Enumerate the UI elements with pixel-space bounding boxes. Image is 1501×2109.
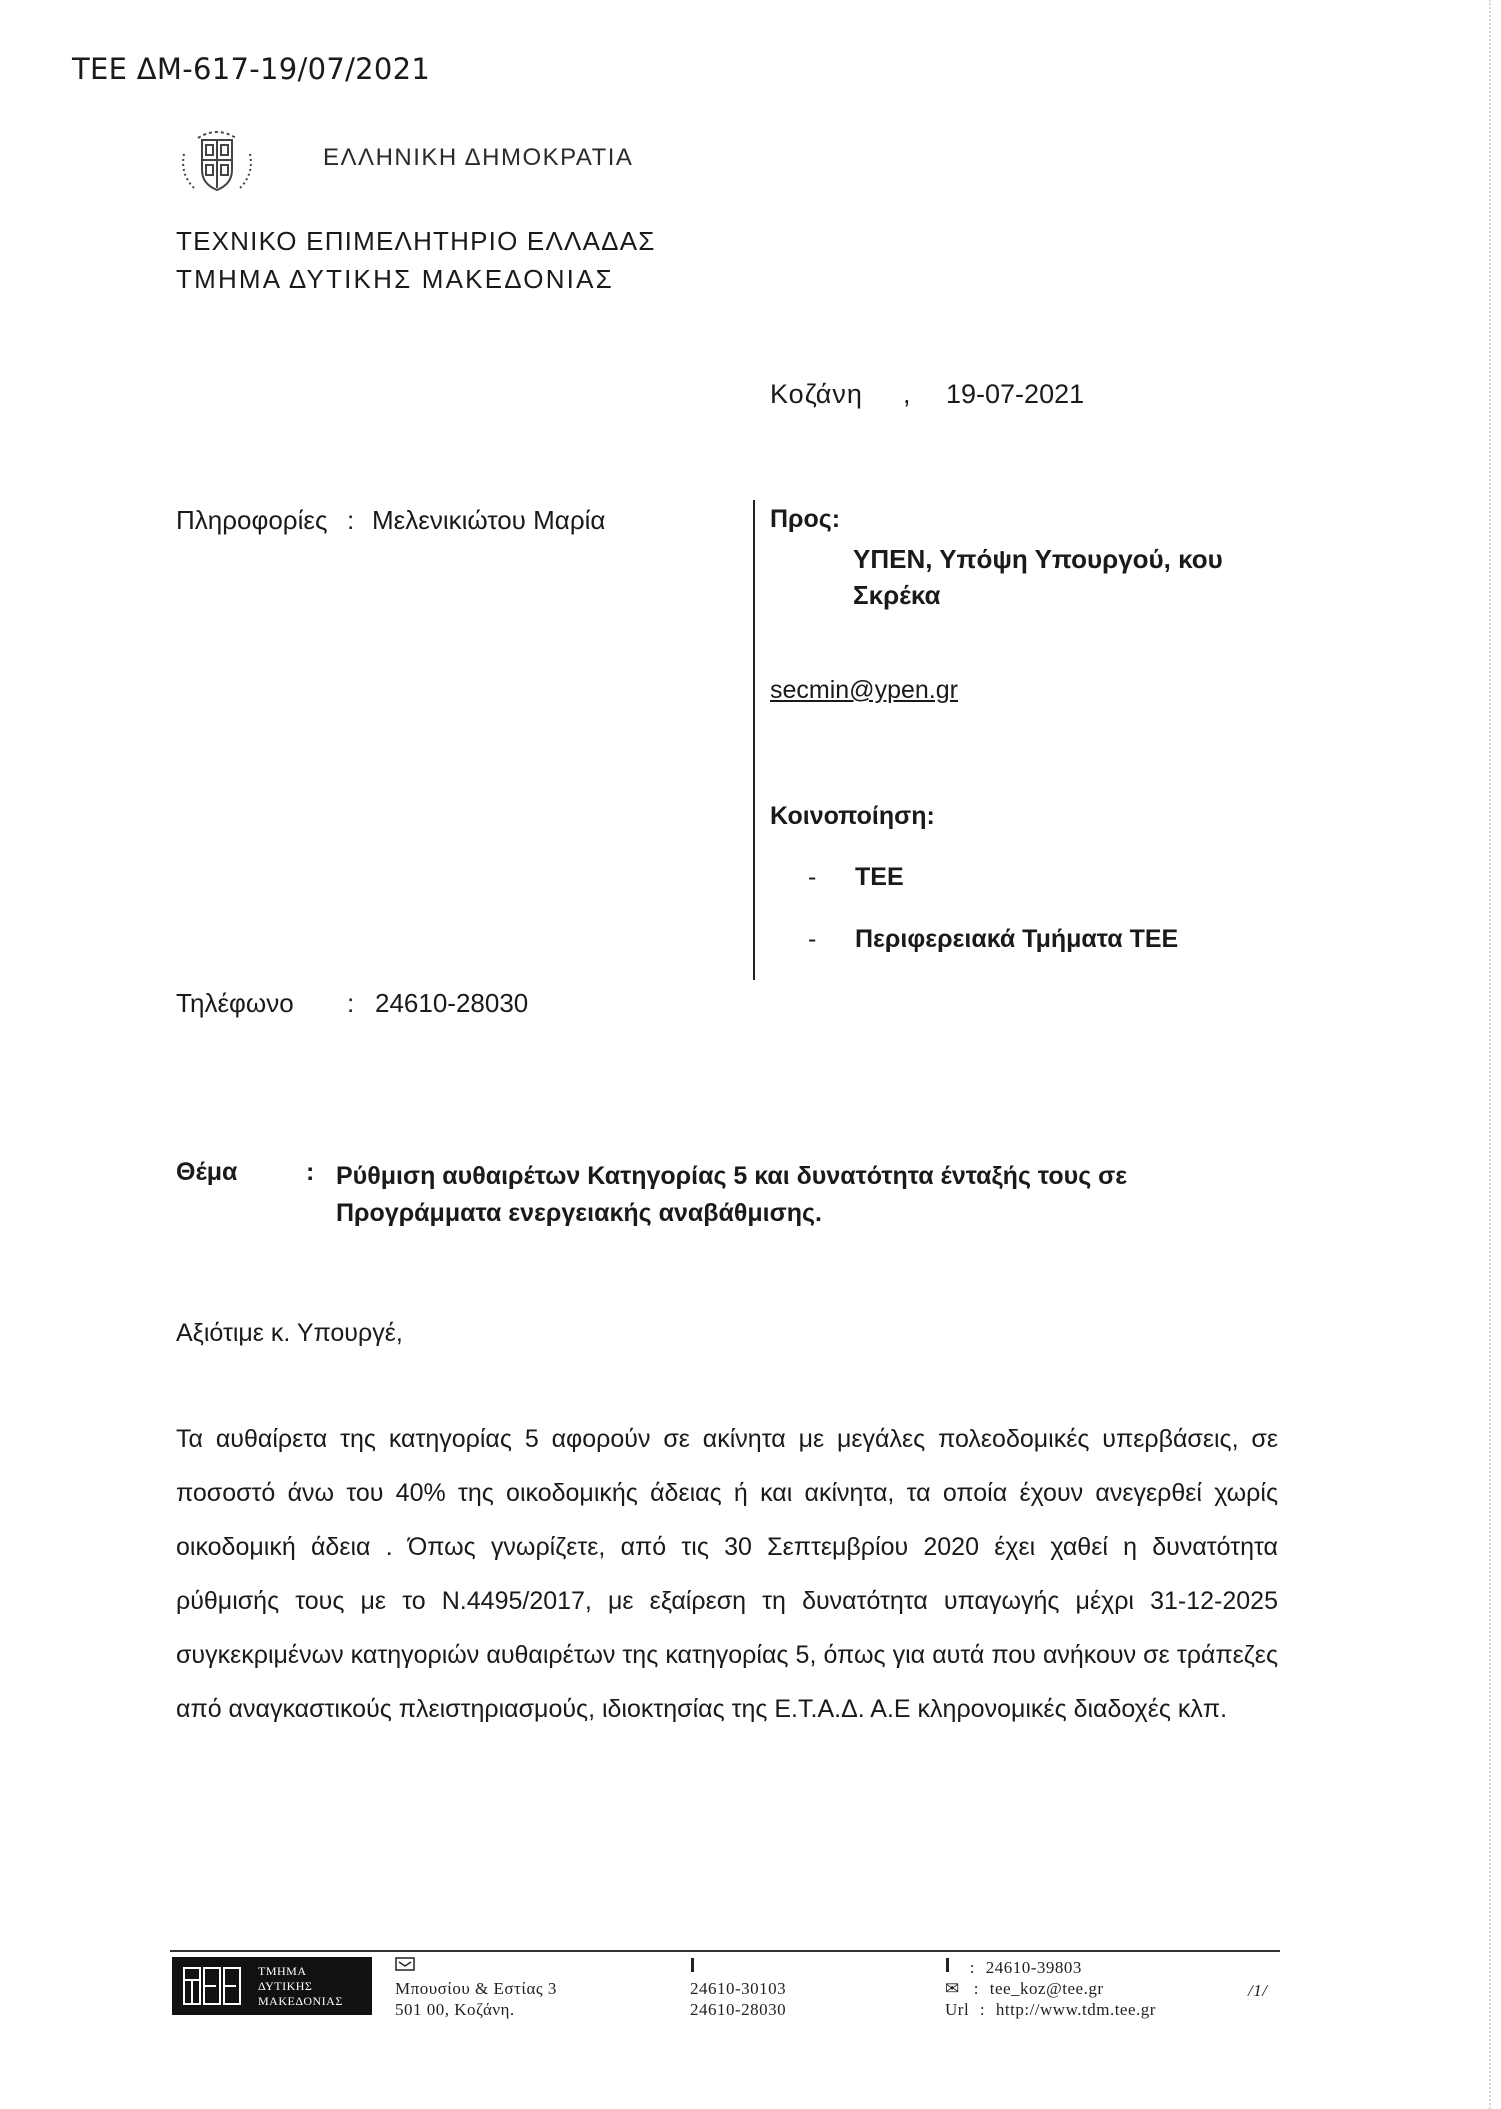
address-line: Μπουσίου & Εστίας 3 — [395, 1979, 557, 1998]
footer-email-link[interactable]: tee_koz@tee.gr — [989, 1979, 1104, 1998]
recipient-line-1: ΥΠΕΝ, Υπόψη Υπουργού, κου — [853, 544, 1223, 574]
subject-label: Θέμα — [176, 1158, 238, 1186]
column-divider — [753, 500, 755, 980]
footer-fax: 24610-39803 — [985, 1958, 1082, 1977]
footer-url-link[interactable]: http://www.tdm.tee.gr — [995, 2000, 1156, 2019]
recipient-line-2: Σκρέκα — [853, 580, 941, 610]
recipient-label: Προς: — [770, 505, 841, 533]
cc-bullet: - — [808, 925, 817, 953]
cc-item: Περιφερειακά Τμήματα ΤΕΕ — [855, 925, 1179, 953]
place-date-separator: , — [903, 379, 911, 409]
logo-line: ΤΜΗΜΑ — [258, 1964, 307, 1978]
document-reference: ΤΕΕ ΔΜ-617-19/07/2021 — [72, 52, 431, 86]
phone-icon — [690, 1957, 786, 1978]
info-colon: : — [347, 505, 355, 535]
letter-date: 19-07-2021 — [946, 379, 1085, 409]
fax-separator: : — [969, 1958, 975, 1977]
cc-item: ΤΕΕ — [855, 863, 904, 891]
cc-label: Κοινοποίηση: — [770, 802, 935, 830]
page-number: /1/ — [1248, 1981, 1268, 2000]
letter-place: Κοζάνη — [770, 379, 863, 409]
logo-line: ΜΑΚΕΔΟΝΙΑΣ — [258, 1994, 343, 2008]
footer-phone: 24610-28030 — [690, 2000, 787, 2019]
address-line: 501 00, Κοζάνη. — [395, 2000, 515, 2019]
recipient-email-link[interactable]: secmin@ypen.gr — [770, 676, 958, 704]
mailbox-icon — [395, 1957, 557, 1978]
scan-edge — [1489, 0, 1493, 2109]
tee-logo — [172, 1957, 372, 2015]
subject-colon: : — [306, 1158, 315, 1186]
url-separator: : — [979, 2000, 986, 2019]
fax-icon — [945, 1957, 959, 1978]
logo-text — [258, 1964, 343, 2009]
info-contact-name: Μελενικιώτου Μαρία — [372, 505, 606, 535]
footer-contact — [945, 1957, 1156, 2020]
phone-label: Τηλέφωνο — [176, 988, 294, 1018]
phone-colon: : — [347, 988, 355, 1018]
email-separator: : — [973, 1979, 979, 1998]
footer-rule — [170, 1950, 1280, 1952]
url-label: Url — [945, 2000, 970, 2019]
envelope-icon: ✉ — [945, 1979, 960, 1998]
organization-name: ΤΕΧΝΙΚΟ ΕΠΙΜΕΛΗΤΗΡΙΟ ΕΛΛΑΔΑΣ — [176, 226, 656, 256]
republic-heading: ΕΛΛΗΝΙΚΗ ΔΗΜΟΚΡΑΤΙΑ — [323, 144, 634, 171]
salutation: Αξιότιμε κ. Υπουργέ, — [176, 1319, 403, 1347]
greek-coat-of-arms-icon — [176, 124, 258, 196]
subject-text: Ρύθμιση αυθαιρέτων Κατηγορίας 5 και δυνατότητα ένταξής τους σε Προγράμματα ενεργειακής αναβάθμισης. — [336, 1162, 1128, 1227]
body-paragraph: Τα αυθαίρετα της κατηγορίας 5 αφορούν σε ακίνητα με μεγάλες πολεοδομικές υπερβάσεις, σε ποσοστό άνω του 40% της οικοδομικής άδειας ή και ακίνητα, τα οποία έχουν ανεγερθεί χωρίς οικοδομική άδεια . Όπως γνωρίζετε, από τις 30 Σεπτεμβρίου 2020 έχει χαθεί η δυνατότητα ρύθμισής τους με το Ν.4495/2017, με εξαίρεση τη δυνατότητα υπαγωγής μέχρι 31-12-2025 συγκεκριμένων κατηγοριών αυθαιρέτων της κατηγορίας 5, όπως για αυτά που ανήκουν σε τράπεζες από αναγκαστικούς πλειστηριασμούς, ιδιοκτησίας της Ε.Τ.Α.Δ. Α.Ε κληρονομικές διαδοχές κλπ. — [176, 1425, 1278, 1723]
tee-logo-icon — [182, 1964, 244, 2008]
logo-line: ΔΥΤΙΚΗΣ — [258, 1979, 313, 1993]
footer-address — [395, 1957, 557, 2020]
footer-phone: 24610-30103 — [690, 1979, 787, 1998]
cc-bullet: - — [808, 863, 817, 891]
info-label: Πληροφορίες — [176, 505, 328, 535]
phone-number: 24610-28030 — [375, 988, 529, 1018]
department-name: ΤΜΗΜΑ ΔΥΤΙΚΗΣ ΜΑΚΕΔΟΝΙΑΣ — [176, 264, 614, 294]
footer-phones — [690, 1957, 786, 2020]
